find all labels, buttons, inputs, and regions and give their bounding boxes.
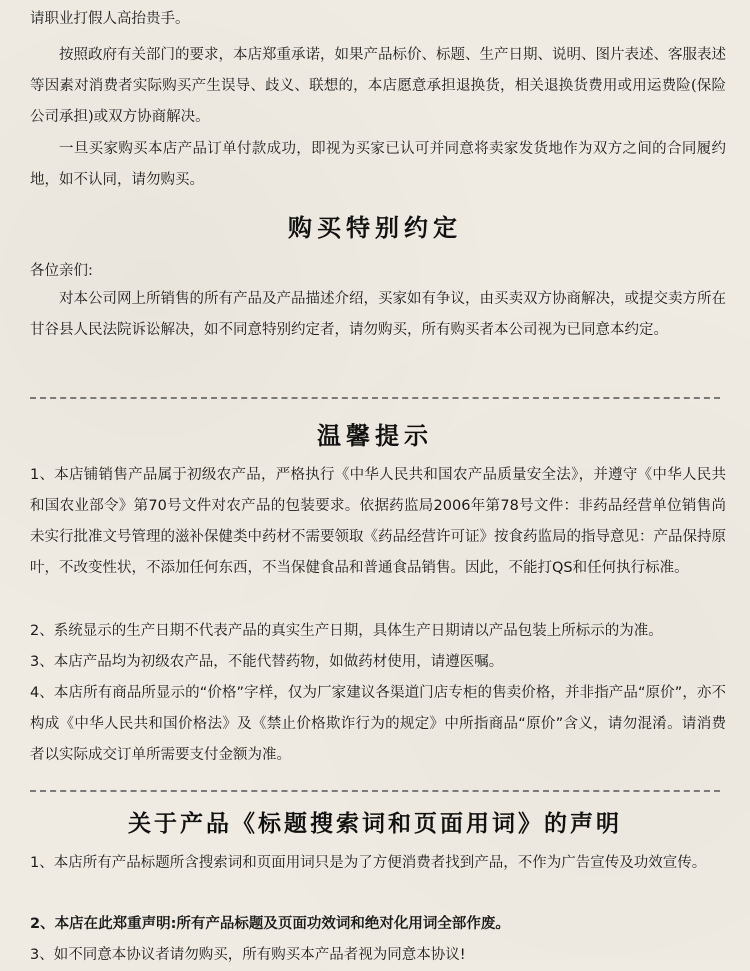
special-agreement-greeting: 各位亲们: [30,263,93,279]
warm-tip-item-2: 2、系统显示的生产日期不代表产品的真实生产日期，具体生产日期请以产品包装上所标示的为准。 [30,623,663,639]
intro-paragraph-2: 按照政府有关部门的要求，本店郑重承诺，如果产品标价、标题、生产日期、说明、图片表述、客服表述等因素对消费者实际购买产生误导、歧义、联想的，本店愿意承担退换货，相关退换货费用或用运费险(保险公司承担)或双方协商解决。 [30,47,726,125]
special-agreement-title: 购买特别约定 [288,214,462,242]
warm-tip-item-3: 3、本店产品均为初级农产品，不能代替药物，如做药材使用，请遵医嘱。 [30,654,504,670]
intro-line-1: 请职业打假人高抬贵手。 [30,11,190,27]
special-agreement-body: 对本公司网上所销售的所有产品及产品描述介绍，买家如有争议，由买卖双方协商解决，或提交卖方所在甘谷县人民法院诉讼解决，如不同意特别约定者，请勿购买，所有购买者本公司视为已同意本约定。 [30,291,726,338]
statement-item-3: 3、如不同意本协议者请勿购买，所有购买本产品者视为同意本协议! [30,947,466,963]
statement-item-2: 2、本店在此郑重声明:所有产品标题及页面功效词和绝对化用词全部作废。 [30,916,510,932]
statement-item-1: 1、本店所有产品标题所含搜索词和页面用词只是为了方便消费者找到产品，不作为广告宣传及功效宣传。 [30,855,707,871]
warm-tip-item-4: 4、本店所有商品所显示的“价格”字样，仅为厂家建议各渠道门店专柜的售卖价格，并非指产品“原价”，亦不构成《中华人民共和国价格法》及《禁止价格欺诈行为的规定》中所指商品“原价”含义，请勿混淆。请消费者以实际成交订单所需要支付金额为准。 [30,685,726,763]
section-divider [30,397,720,399]
warm-tips-title: 温馨提示 [317,422,433,450]
intro-paragraph-3: 一旦买家购买本店产品订单付款成功，即视为买家已认可并同意将卖家发货地作为双方之间的合同履约地，如不认同，请勿购买。 [30,141,726,188]
section-divider [30,790,720,792]
statement-title: 关于产品《标题搜索词和页面用词》的声明 [128,811,622,837]
warm-tip-item-1: 1、本店铺销售产品属于初级农产品，严格执行《中华人民共和国农产品质量安全法》，并遵守《中华人民共和国农业部令》第70号文件对农产品的包装要求。依据药监局2006年第78号文件：非药品经营单位销售尚未实行批准文号管理的滋补保健类中药材不需要领取《药品经营许可证》按食药监局的指导意见：产品保持原叶，不改变性状，不添加任何东西，不当保健食品和普通食品销售。因此，不能打QS和任何执行标准。 [30,467,726,576]
